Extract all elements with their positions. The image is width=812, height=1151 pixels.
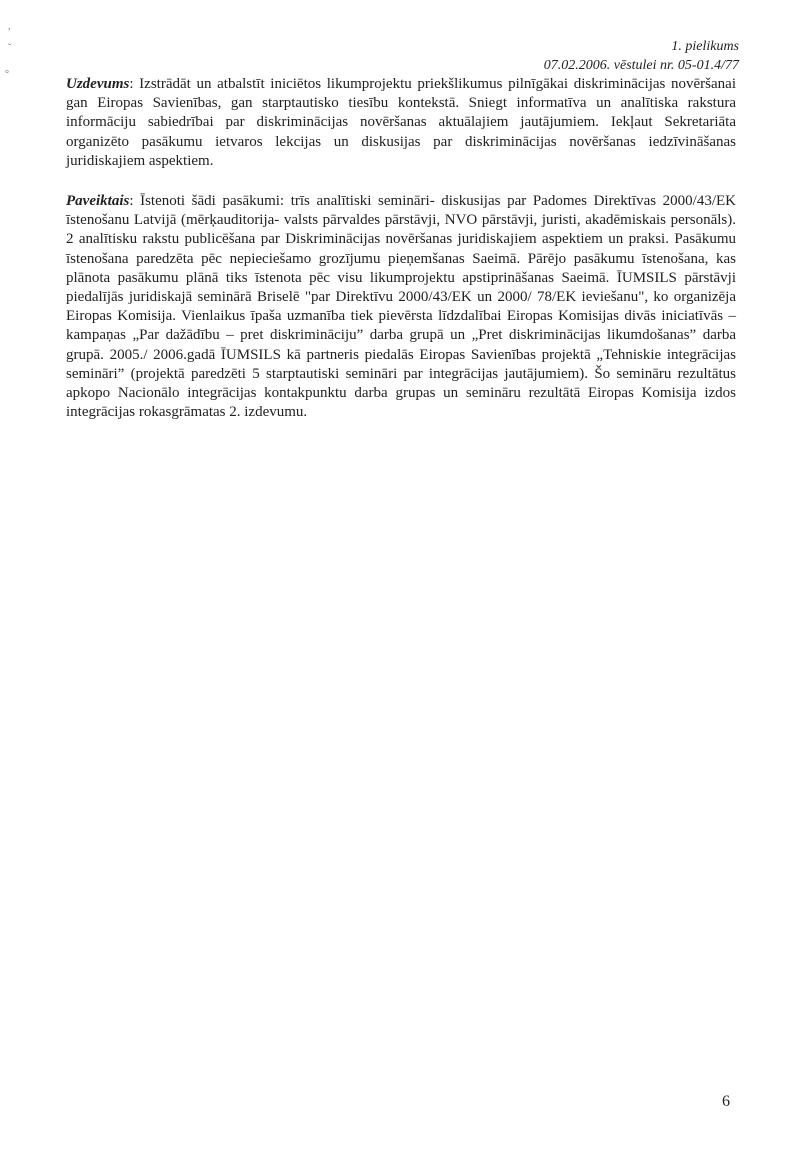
annex-label: 1. pielikums xyxy=(671,39,739,54)
task-heading: Uzdevums xyxy=(66,76,130,92)
result-text: : Īstenoti šādi pasākumi: trīs analītiski semināri- diskusijas par Padomes Direktīvas 2000/43/EK īstenošanu Latvijā (mērķauditorija- valsts pārvaldes pārstāvji, NVO pārstāvji, juristi, akadēmiskais personāls). 2 analītisku rakstu publicēšana par Diskriminācijas novēršanas juridiskajiem aspektiem un praksi. Pasākumu īstenošana paredzēta pēc nepieciešamo grozījumu pieņemšanas Saeimā. Pārējo pasākumu īstenošana, kas plānota pasākumu plānā tiks īstenota pēc visu likumprojektu apstiprināšanas Saeimā. ĪUMSILS pārstāvji piedalījās juridiskajā seminārā Briselē "par Direktīvu 2000/43/EK un 2000/ 78/EK ieviešanu", ko organizēja Eiropas Komisija. Vienlaikus īpaša uzmanība tiek pievērsta līdzdalībai Eiropas Komisijas divās iniciatīvās – kampaņas „Par dažādību – pret diskrimināciju” darba grupā un „Pret diskriminācijas likumdošanas” darba grupā. 2005./ 2006.gadā ĪUMSILS kā partneris piedalās Eiropas Savienības projektā „Tehniskie integrācijas semināri” (projektā paredzēti 5 starptautiski semināri par integrācijas jautājumiem). Šo semināru rezultātus apkopo Nacionālo integrācijas kontakpunktu darba grupas un semināru rezultātā Eiropas Komisija izdos integrācijas rokasgrāmatas 2. izdevumu. xyxy=(66,193,736,421)
task-paragraph xyxy=(66,75,736,171)
result-heading: Paveiktais xyxy=(66,193,130,209)
page-number: 6 xyxy=(722,1093,730,1110)
scan-artifact: , xyxy=(8,21,11,32)
scan-artifact: ° xyxy=(5,69,9,80)
letter-reference: 07.02.2006. vēstulei nr. 05-01.4/77 xyxy=(543,58,739,73)
scan-artifact: ˇ xyxy=(8,43,12,54)
task-text: : Izstrādāt un atbalstīt iniciētos likumprojektu priekšlikumus pilnīgākai diskriminācijas novēršanai gan Eiropas Savienības, gan starptautisko tiesību kontekstā. Sniegt informatīva un analītiska rakstura informāciju sabiedrībai par diskriminācijas novēršanas aktuālajiem jautājumiem. Iekļaut Sekretariāta organizēto pasākumu ietvaros lekcijas un diskusijas par diskriminācijas novēršanas iedzīvināšanas juridiskajiem aspektiem. xyxy=(66,76,736,169)
result-paragraph xyxy=(66,192,736,422)
